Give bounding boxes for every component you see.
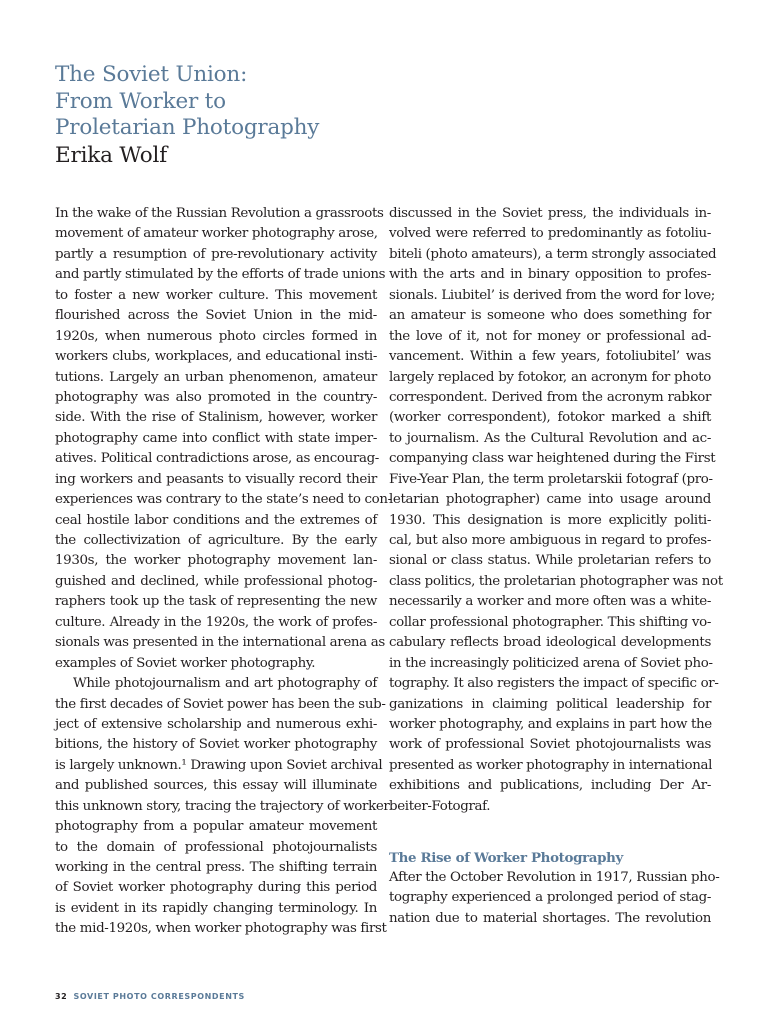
body-line: (worker correspondent), fotokor marked a shift xyxy=(389,410,711,426)
article-title-line-2: From Worker to xyxy=(55,88,226,114)
body-line: tutions. Largely an urban phenomenon, amateur xyxy=(55,369,377,385)
left-column xyxy=(55,204,392,940)
body-line: cal, but also more ambiguous in regard to profes- xyxy=(389,533,711,548)
body-line: letarian photographer) came into usage around xyxy=(389,492,711,508)
body-line: ceal hostile labor conditions and the extremes of xyxy=(55,512,377,528)
blank-line xyxy=(389,817,711,837)
body-line: culture. Already in the 1920s, the work of profes- xyxy=(55,614,377,630)
body-line: ganizations in claiming political leadership for xyxy=(389,696,711,712)
page-number: 32 xyxy=(55,992,68,1001)
body-line: cabulary reflects broad ideological developments xyxy=(389,635,711,651)
body-line: and partly stimulated by the efforts of trade unions xyxy=(55,267,386,283)
body-line: discussed in the Soviet press, the individuals in- xyxy=(389,206,711,221)
body-line: to the domain of professional photojournalists xyxy=(55,839,377,855)
body-line: exhibitions and publications, including Der Ar- xyxy=(389,778,711,794)
body-line: worker photography, and explains in part how the xyxy=(389,716,712,732)
body-line: the mid-1920s, when worker photography was first xyxy=(55,921,387,937)
body-line: and published sources, this essay will illuminate xyxy=(55,778,377,794)
body-line: to foster a new worker culture. This movement xyxy=(55,287,377,303)
body-line: movement of amateur worker photography arose, xyxy=(55,226,378,242)
body-line: in the increasingly politicized arena of Soviet pho- xyxy=(389,655,713,671)
body-line: sionals was presented in the international arena as xyxy=(55,635,385,651)
body-line: photography came into conflict with state imper- xyxy=(55,430,377,446)
body-line: bitions, the history of Soviet worker photography xyxy=(55,737,377,753)
body-line: working in the central press. The shifting terrain xyxy=(55,860,377,875)
body-line: tography experienced a prolonged period of stag- xyxy=(389,890,711,906)
body-line: atives. Political contradictions arose, as encourag- xyxy=(55,451,379,467)
body-line: volved were referred to predominantly as fotoliu- xyxy=(389,226,711,242)
body-line: with the arts and in binary opposition to profes- xyxy=(389,267,711,283)
body-line: presented as worker photography in international xyxy=(389,757,713,773)
body-line: ing workers and peasants to visually record their xyxy=(55,471,377,487)
section-heading: The Rise of Worker Photography xyxy=(389,849,623,866)
body-line: is largely unknown.¹ Drawing upon Soviet archival xyxy=(55,757,383,773)
body-line: an amateur is someone who does something for xyxy=(389,308,711,324)
body-line: photography from a popular amateur movement xyxy=(55,819,377,835)
body-line: experiences was contrary to the state’s need to con- xyxy=(55,492,392,508)
body-line: is evident in its rapidly changing terminology. In xyxy=(55,900,377,916)
body-line: collar professional photographer. This shifting vo- xyxy=(389,614,711,630)
body-line: guished and declined, while professional photog- xyxy=(55,573,377,589)
body-line: nation due to material shortages. The revolution xyxy=(389,910,711,926)
body-line: tography. It also registers the impact of specific or- xyxy=(389,676,719,692)
body-line: partly a resumption of pre-revolutionary activity xyxy=(55,246,377,262)
body-line: this unknown story, tracing the trajectory of worker xyxy=(55,798,390,814)
page-footer xyxy=(55,992,245,1001)
body-line: beiter-Fotograf. xyxy=(389,798,491,814)
body-line: After the October Revolution in 1917, Russian pho- xyxy=(389,870,720,885)
body-line: the love of it, not for money or professional ad- xyxy=(389,328,711,344)
body-line: In the wake of the Russian Revolution a grassroots xyxy=(55,206,384,221)
body-line: work of professional Soviet photojournalists was xyxy=(389,737,711,753)
body-line: While photojournalism and art photography of xyxy=(73,676,377,692)
body-line: the collectivization of agriculture. By the early xyxy=(55,533,377,548)
body-line: necessarily a worker and more often was a white- xyxy=(389,594,711,610)
body-line: 1930. This designation is more explicitly politi- xyxy=(389,512,711,528)
body-line: vancement. Within a few years, fotoliubitel’ was xyxy=(389,349,711,365)
body-line: photography was also promoted in the country- xyxy=(55,389,377,405)
right-column xyxy=(389,204,723,929)
body-line: correspondent. Derived from the acronym rabkor xyxy=(389,389,711,405)
body-line: workers clubs, workplaces, and educational insti- xyxy=(55,349,377,365)
body-line: sionals. Liubitel’ is derived from the word for love; xyxy=(389,287,715,303)
body-line: ject of extensive scholarship and numerous exhi- xyxy=(55,716,377,732)
body-line: to journalism. As the Cultural Revolution and ac- xyxy=(389,430,711,446)
body-line: largely replaced by fotokor, an acronym for photo xyxy=(389,369,711,385)
body-line: side. With the rise of Stalinism, however, worker xyxy=(55,410,377,426)
body-line: Five-Year Plan, the term proletarskii fotograf (pro- xyxy=(389,471,713,487)
body-line: of Soviet worker photography during this period xyxy=(55,880,377,896)
body-line: sional or class status. While proletarian refers to xyxy=(389,553,711,569)
body-line: 1930s, the worker photography movement lan- xyxy=(55,553,377,569)
body-line: 1920s, when numerous photo circles formed in xyxy=(55,328,377,344)
body-line: biteli (photo amateurs), a term strongly associated xyxy=(389,246,717,262)
body-line: companying class war heightened during the First xyxy=(389,451,716,467)
article-title-line-3: Proletarian Photography xyxy=(55,115,320,140)
body-line: raphers took up the task of representing the new xyxy=(55,594,377,610)
body-line: the first decades of Soviet power has been the sub- xyxy=(55,696,386,712)
body-line: flourished across the Soviet Union in the mid- xyxy=(55,308,377,324)
body-line: examples of Soviet worker photography. xyxy=(55,655,316,671)
article-author: Erika Wolf xyxy=(55,142,167,168)
article-title-line-1: The Soviet Union: xyxy=(55,62,248,87)
running-title: SOVIET PHOTO CORRESPONDENTS xyxy=(73,992,245,1001)
body-line: class politics, the proletarian photographer was not xyxy=(389,573,723,589)
article-title-block xyxy=(55,62,319,170)
